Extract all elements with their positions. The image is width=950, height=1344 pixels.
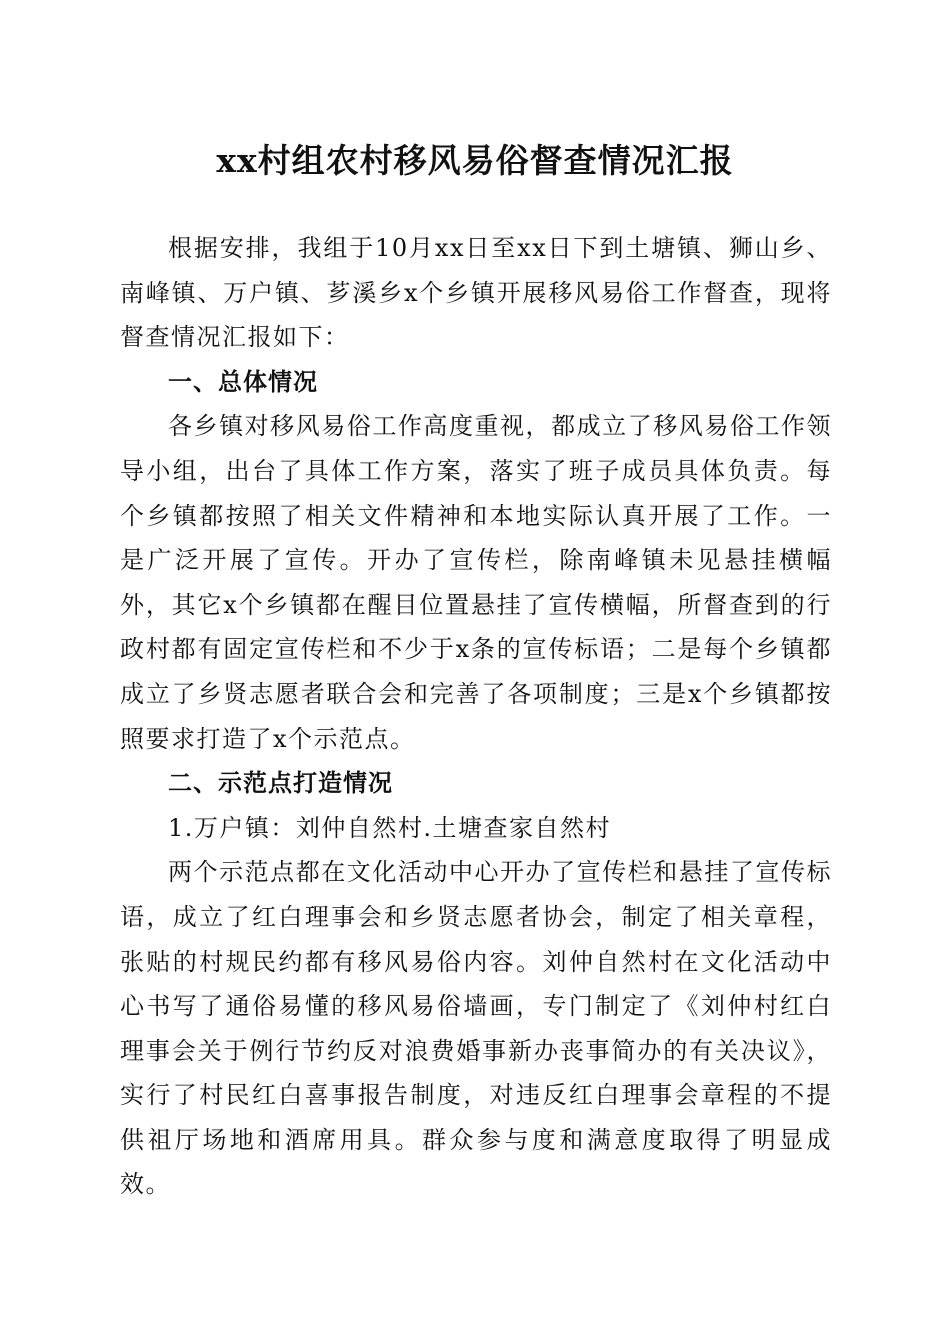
document-title: xx村组农村移风易俗督查情况汇报 — [216, 141, 734, 180]
document-body — [120, 226, 832, 1207]
section-heading-overall: 一、总体情况 — [168, 367, 318, 396]
subheading-wanhu-town: 1.万户镇：刘仲自然村.土塘查家自然村 — [168, 813, 612, 842]
demo-sites-paragraph: 两个示范点都在文化活动中心开办了宣传栏和悬挂了宣传标语，成立了红白理事会和乡贤志愿者协会，制定了相关章程，张贴的村规民约都有移风易俗内容。刘仲自然村在文化活动中心书写了通俗易懂的移风易俗墙画，专门制定了《刘仲村红白理事会关于例行节约反对浪费婚事新办丧事简办的有关决议》，实行了村民红白喜事报告制度，对违反红白理事会章程的不提供祖厅场地和酒席用具。群众参与度和满意度取得了明显成效。 — [120, 858, 832, 1199]
intro-paragraph: 根据安排，我组于10月xx日至xx日下到土塘镇、狮山乡、南峰镇、万户镇、芗溪乡x个乡镇开展移风易俗工作督查，现将督查情况汇报如下： — [120, 234, 832, 352]
section-heading-demo-sites: 二、示范点打造情况 — [168, 769, 393, 798]
overall-paragraph: 各乡镇对移风易俗工作高度重视，都成立了移风易俗工作领导小组，出台了具体工作方案，落实了班子成员具体负责。每个乡镇都按照了相关文件精神和本地实际认真开展了工作。一是广泛开展了宣传。开办了宣传栏，除南峰镇未见悬挂横幅外，其它x个乡镇都在醒目位置悬挂了宣传横幅，所督查到的行政村都有固定宣传栏和不少于x条的宣传标语；二是每个乡镇都成立了乡贤志愿者联合会和完善了各项制度；三是x个乡镇都按照要求打造了x个示范点。 — [120, 412, 832, 753]
